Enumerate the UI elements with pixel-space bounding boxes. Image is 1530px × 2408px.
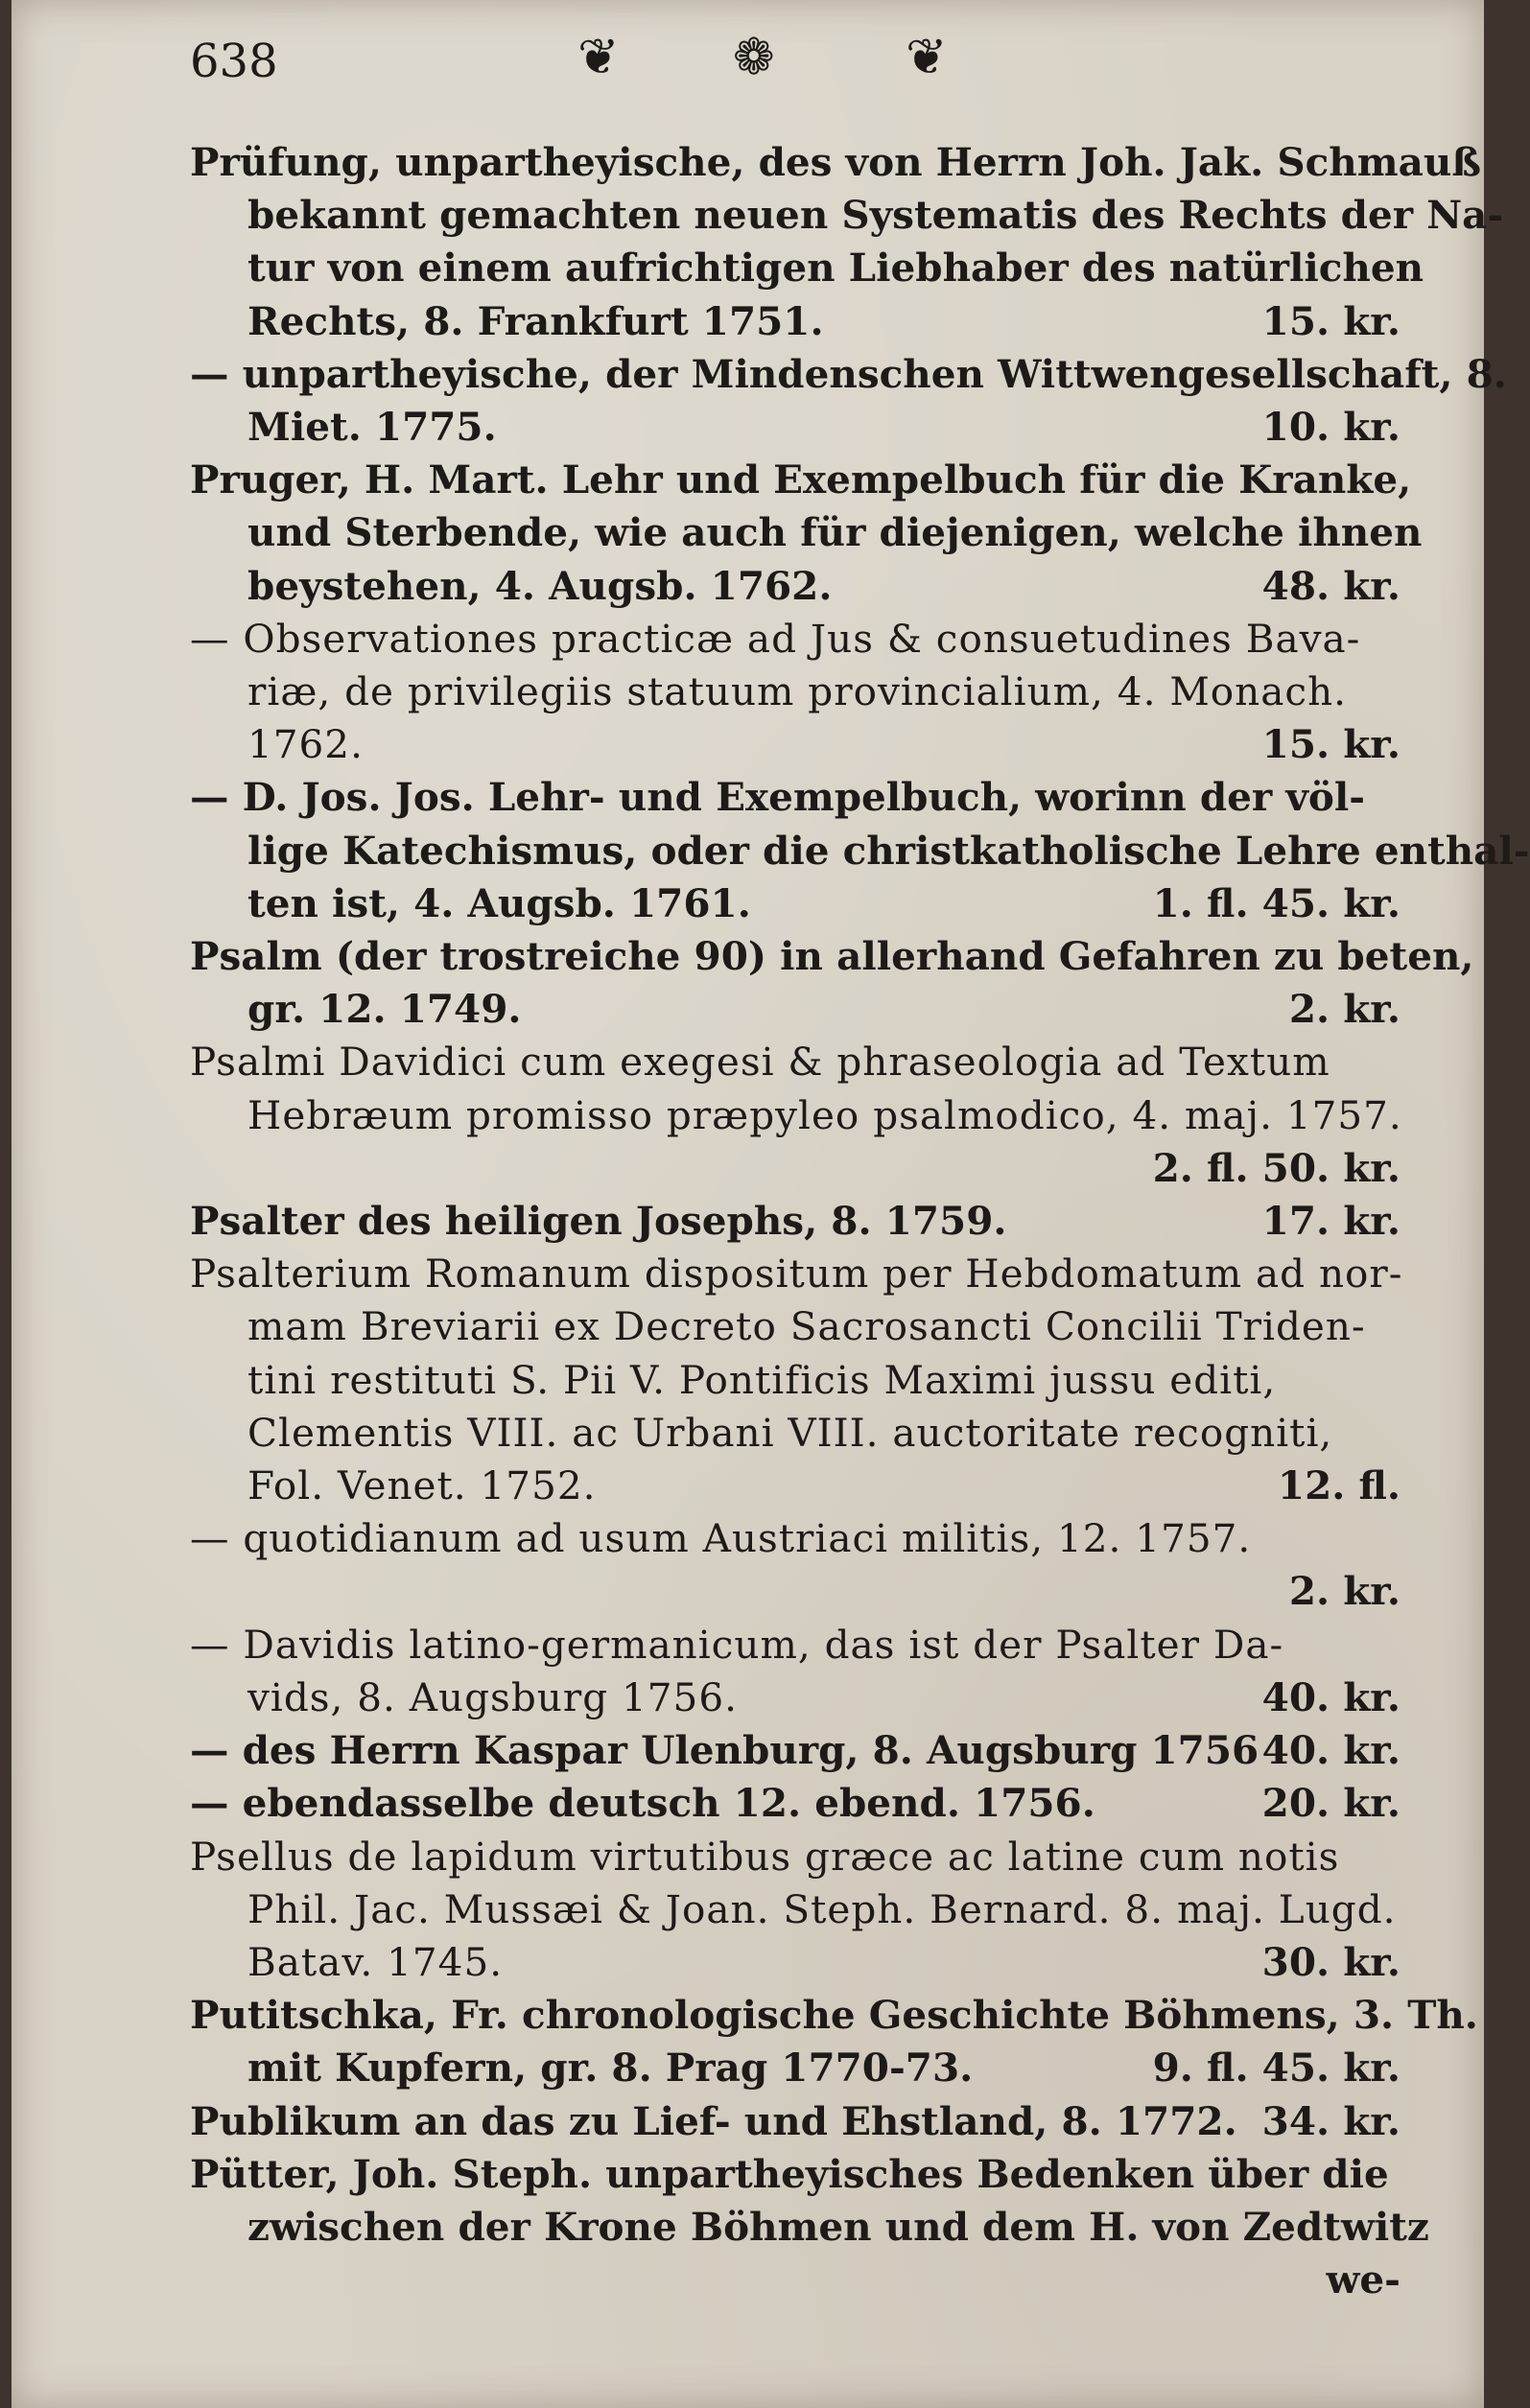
catalog-entry: [190, 2148, 1429, 2307]
entry-price: we-: [1326, 2256, 1401, 2303]
entry-line: [190, 401, 1401, 454]
catalog-entry: [190, 1619, 1401, 1724]
entry-text: — D. Jos. Jos. Lehr- und Exempelbuch, worinn der völ-: [190, 774, 1366, 821]
entry-price: 40. kr.: [1261, 1673, 1401, 1720]
entry-line: [190, 242, 1424, 294]
entry-line: [190, 666, 1401, 718]
entry-text: Fol. Venet. 1752.: [247, 1462, 597, 1509]
entry-text: beystehen, 4. Augsb. 1762.: [247, 562, 833, 609]
entry-price: 12. fl.: [1277, 1462, 1401, 1509]
entry-text: Psalm (der trostreiche 90) in allerhand Gefahren zu beten,: [190, 933, 1474, 980]
entry-line: [190, 2254, 1401, 2306]
entry-line: [190, 1248, 1401, 1300]
entry-text: bekannt gemachten neuen Systematis des Rechts der Na-: [247, 192, 1504, 239]
entry-line: [190, 2042, 1401, 2094]
entry-text: ten ist, 4. Augsb. 1761.: [247, 879, 751, 926]
fleuron-center-icon: ❁: [733, 29, 775, 86]
catalog-entry: [190, 1831, 1401, 1990]
entry-price: 2. kr.: [1288, 1568, 1401, 1615]
entry-line: [190, 771, 1401, 824]
entry-text: Publikum an das zu Lief- und Ehstland, 8. 1772.: [190, 2097, 1237, 2144]
entry-line: [190, 136, 1482, 189]
catalog-entry: [190, 454, 1423, 613]
entry-line: [190, 2201, 1429, 2254]
entry-line: [190, 295, 1401, 348]
entry-price: 15. kr.: [1261, 297, 1401, 344]
catalog-entry: [190, 1195, 1401, 1248]
fleuron-right-icon: ❦: [906, 29, 948, 86]
entry-line: [190, 1512, 1401, 1565]
catalog-entry: [190, 930, 1474, 1036]
entry-line: [190, 189, 1504, 242]
entry-text: — unpartheyische, der Mindenschen Wittwengesellschaft, 8.: [190, 350, 1507, 397]
entry-price: 1. fl. 45. kr.: [1152, 879, 1401, 926]
entry-line: [190, 454, 1412, 506]
entry-text: — ebendasselbe deutsch 12. ebend. 1756.: [190, 1780, 1095, 1827]
entry-line: [190, 2148, 1401, 2201]
entry-line: [190, 1354, 1401, 1407]
entry-line: [190, 613, 1401, 666]
entry-text: Phil. Jac. Mussæi & Joan. Steph. Bernard. 8. maj. Lugd.: [247, 1885, 1397, 1932]
entry-line: [190, 1831, 1401, 1883]
catalog-entry: [190, 348, 1507, 454]
entry-text: Psalter des heiligen Josephs, 8. 1759.: [190, 1198, 1007, 1245]
entry-line: [190, 348, 1507, 401]
entry-text: — des Herrn Kaspar Ulenburg, 8. Augsburg 1756: [190, 1727, 1259, 1774]
entry-price: 2. kr.: [1288, 986, 1401, 1033]
catalog-entry: [190, 2095, 1401, 2148]
entry-text: Psalmi Davidici cum exegesi & phraseologia ad Textum: [190, 1039, 1330, 1086]
entry-text: Rechts, 8. Frankfurt 1751.: [247, 297, 824, 344]
entry-text: tini restituti S. Pii V. Pontificis Maximi jussu editi,: [247, 1356, 1277, 1403]
entry-text: mam Breviarii ex Decreto Sacrosancti Concilii Triden-: [247, 1303, 1366, 1350]
fleuron-left-icon: ❦: [577, 29, 620, 86]
catalog-entry: [190, 1036, 1401, 1195]
entry-text: Psellus de lapidum virtutibus græce ac latine cum notis: [190, 1833, 1340, 1880]
entry-text: — Observationes practicæ ad Jus & consuetudines Bava-: [190, 615, 1361, 662]
entry-text: Pruger, H. Mart. Lehr und Exempelbuch für die Kranke,: [190, 456, 1412, 503]
entry-line: [190, 2095, 1401, 2148]
page-header: [12, 27, 1484, 104]
entry-price: 15. kr.: [1261, 721, 1401, 768]
entry-line: [190, 1883, 1401, 1936]
book-page: [12, 0, 1530, 2408]
entry-text: Pütter, Joh. Steph. unpartheyisches Bedenken über die: [190, 2150, 1389, 2197]
catalog-entry: [190, 1989, 1478, 2094]
entry-line: [190, 1142, 1401, 1195]
entry-text: riæ, de privilegiis statuum provincialium, 4. Monach.: [247, 668, 1348, 715]
entry-price: 20. kr.: [1261, 1780, 1401, 1827]
entry-line: [190, 1460, 1401, 1512]
entry-text: Psalterium Romanum dispositum per Hebdomatum ad nor-: [190, 1251, 1403, 1298]
entry-text: lige Katechismus, oder die christkatholische Lehre enthal-: [247, 827, 1530, 874]
entry-text: Putitschka, Fr. chronologische Geschichte Böhmens, 3. Th.: [190, 1992, 1478, 2039]
entry-line: [190, 1724, 1401, 1777]
entry-price: 9. fl. 45. kr.: [1152, 2045, 1401, 2092]
entry-line: [190, 1300, 1401, 1353]
entry-text: vids, 8. Augsburg 1756.: [247, 1673, 738, 1720]
entry-line: [190, 1672, 1401, 1724]
entry-line: [190, 560, 1401, 613]
entry-text: gr. 12. 1749.: [247, 986, 522, 1033]
entry-line: [190, 1407, 1401, 1460]
entry-line: [190, 825, 1530, 877]
entry-text: Clementis VIII. ac Urbani VIII. auctoritate recogniti,: [247, 1409, 1333, 1456]
entry-text: Batav. 1745.: [247, 1938, 504, 1985]
entry-text: Hebræum promisso præpyleo psalmodico, 4. maj. 1757.: [247, 1091, 1402, 1138]
entry-price: 30. kr.: [1261, 1938, 1401, 1985]
entry-line: [190, 1565, 1401, 1618]
entry-line: [190, 983, 1401, 1036]
entry-text: tur von einem aufrichtigen Liebhaber des natürlichen: [247, 245, 1424, 292]
catalog-entry: [190, 1248, 1401, 1512]
entry-text: Prüfung, unpartheyische, des von Herrn Joh. Jak. Schmauß: [190, 139, 1482, 185]
entry-text: — quotidianum ad usum Austriaci militis, 12. 1757.: [190, 1515, 1252, 1562]
entry-line: [190, 1936, 1401, 1989]
catalog-entry: [190, 136, 1504, 348]
entry-price: 48. kr.: [1261, 562, 1401, 609]
entry-line: [190, 930, 1474, 983]
entry-line: [190, 1777, 1401, 1830]
entry-line: [190, 506, 1423, 559]
entry-line: [190, 1036, 1401, 1088]
entry-text: und Sterbende, wie auch für diejenigen, welche ihnen: [247, 509, 1423, 556]
entry-price: 2. fl. 50. kr.: [1152, 1144, 1401, 1191]
catalog-entries: [190, 136, 1530, 2306]
entry-line: [190, 1989, 1478, 2042]
page-number: 638: [190, 35, 278, 88]
entry-text: zwischen der Krone Böhmen und dem H. von Zedtwitz: [247, 2203, 1429, 2250]
entry-text: Miet. 1775.: [247, 404, 497, 451]
catalog-entry: [190, 1777, 1401, 1830]
entry-price: 10. kr.: [1261, 404, 1401, 451]
catalog-entry: [190, 771, 1530, 930]
catalog-entry: [190, 1724, 1401, 1777]
catalog-entry: [190, 1512, 1401, 1618]
entry-line: [190, 1619, 1401, 1672]
entry-text: mit Kupfern, gr. 8. Prag 1770-73.: [247, 2045, 974, 2092]
entry-price: 34. kr.: [1261, 2097, 1401, 2144]
catalog-entry: [190, 613, 1401, 772]
entry-line: [190, 1089, 1401, 1142]
entry-text: 1762.: [247, 721, 364, 768]
entry-line: [190, 718, 1401, 771]
entry-line: [190, 877, 1401, 930]
entry-price: 40. kr.: [1261, 1727, 1401, 1774]
entry-line: [190, 1195, 1401, 1248]
entry-price: 17. kr.: [1261, 1198, 1401, 1245]
entry-text: — Davidis latino-germanicum, das ist der Psalter Da-: [190, 1621, 1284, 1668]
